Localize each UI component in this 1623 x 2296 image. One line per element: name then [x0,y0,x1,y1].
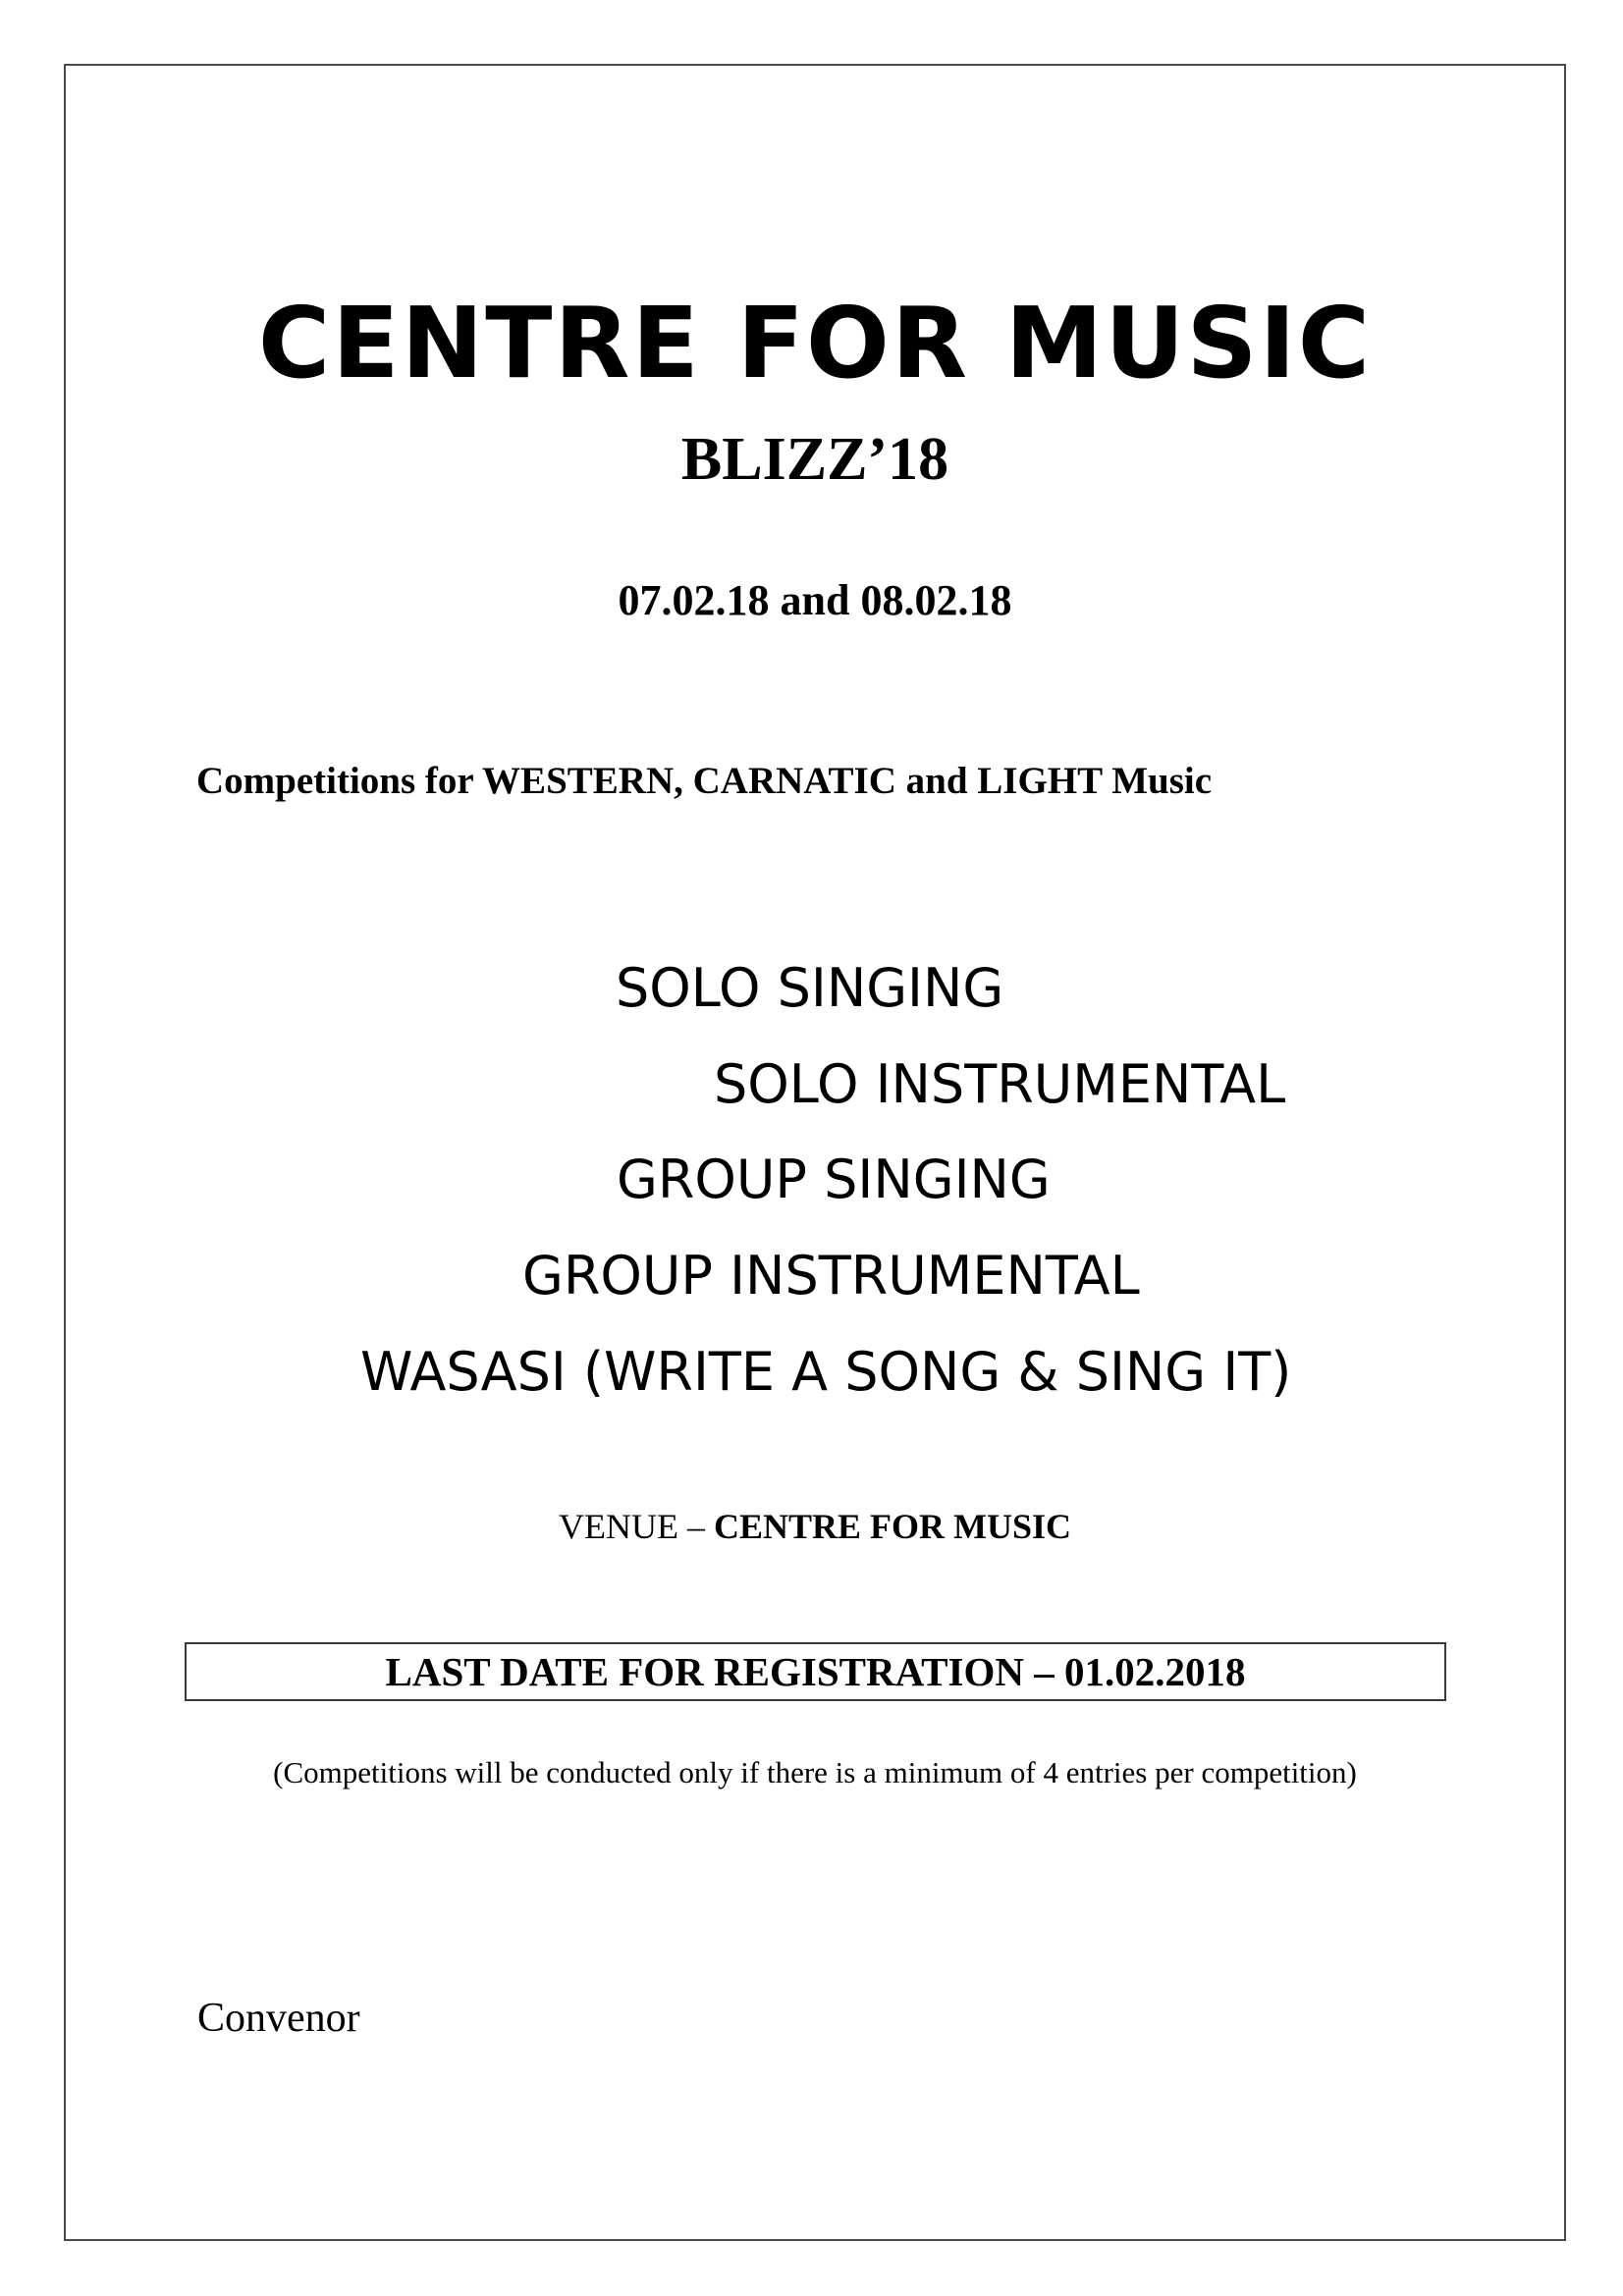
category-solo-singing: SOLO SINGING [616,957,1004,1019]
convenor-signatory: Convenor [197,1996,360,2041]
minimum-entries-note: (Competitions will be conducted only if there is a minimum of 4 entries per competition) [273,1755,1357,1789]
registration-deadline: LAST DATE FOR REGISTRATION – 01.02.2018 [385,1649,1246,1694]
event-dates: 07.02.18 and 08.02.18 [618,576,1012,624]
event-name: BLIZZ’18 [680,426,949,493]
page-title: CENTRE FOR MUSIC [257,286,1373,400]
venue-line [0,1505,1623,1548]
category-solo-instrumental: SOLO INSTRUMENTAL [714,1053,1286,1115]
venue-name: CENTRE FOR MUSIC [713,1507,1071,1546]
registration-deadline-box [185,1642,1446,1701]
category-group-singing: GROUP SINGING [617,1148,1051,1210]
category-wasasi: WASASI (WRITE A SONG & SING IT) [360,1341,1292,1403]
competitions-intro: Competitions for WESTERN, CARNATIC and LIGHT Music [196,760,1213,802]
venue-label: VENUE – [558,1507,714,1546]
category-group-instrumental: GROUP INSTRUMENTAL [522,1245,1140,1307]
